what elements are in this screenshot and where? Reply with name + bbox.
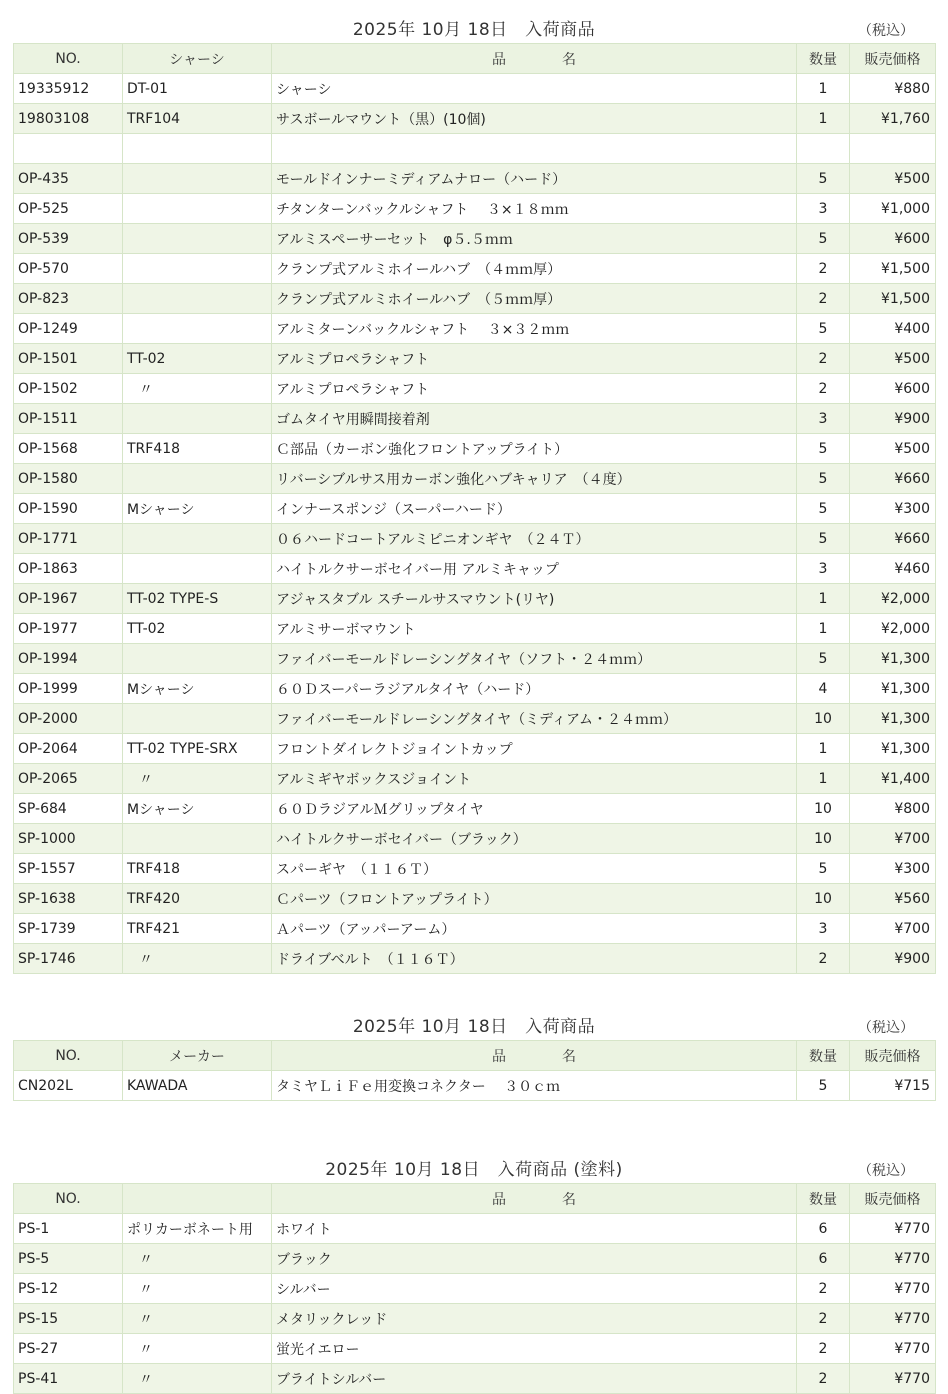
table-row bbox=[14, 194, 936, 224]
item-number-cell: CN202L bbox=[14, 1071, 123, 1101]
quantity-cell: 1 bbox=[797, 764, 850, 794]
item-number-cell: OP-1771 bbox=[14, 524, 123, 554]
price-cell bbox=[850, 134, 936, 164]
column-header: 品 名 bbox=[272, 1184, 797, 1214]
chassis-cell bbox=[123, 644, 272, 674]
quantity-cell: 5 bbox=[797, 464, 850, 494]
product-name-cell: ハイトルクサーボセイバー用 アルミキャップ bbox=[272, 554, 797, 584]
quantity-cell: 2 bbox=[797, 1364, 850, 1394]
column-header: NO. bbox=[14, 1184, 123, 1214]
item-number-cell: OP-1249 bbox=[14, 314, 123, 344]
price-cell: ¥2,000 bbox=[850, 584, 936, 614]
quantity-cell: 2 bbox=[797, 344, 850, 374]
column-header: 販売価格 bbox=[850, 1184, 936, 1214]
product-name-cell: アルミギヤボックスジョイント bbox=[272, 764, 797, 794]
price-cell: ¥900 bbox=[850, 944, 936, 974]
item-number-cell: OP-1863 bbox=[14, 554, 123, 584]
item-number-cell: OP-570 bbox=[14, 254, 123, 284]
quantity-cell: 2 bbox=[797, 374, 850, 404]
table-row bbox=[14, 1071, 936, 1101]
quantity-cell: 5 bbox=[797, 314, 850, 344]
table-row bbox=[14, 914, 936, 944]
table-row bbox=[14, 644, 936, 674]
price-cell: ¥600 bbox=[850, 374, 936, 404]
item-number-cell: SP-684 bbox=[14, 794, 123, 824]
table-row bbox=[14, 314, 936, 344]
item-number-cell: OP-1511 bbox=[14, 404, 123, 434]
item-number-cell: SP-1638 bbox=[14, 884, 123, 914]
chassis-cell: TRF418 bbox=[123, 854, 272, 884]
table-row bbox=[14, 74, 936, 104]
item-number-cell: OP-1967 bbox=[14, 584, 123, 614]
price-cell: ¥715 bbox=[850, 1071, 936, 1101]
table-row bbox=[14, 134, 936, 164]
table-row bbox=[14, 374, 936, 404]
chassis-cell bbox=[123, 554, 272, 584]
product-name-cell: タミヤＬｉＦｅ用変換コネクター ３０ｃｍ bbox=[272, 1071, 797, 1101]
product-name-cell: ブライトシルバー bbox=[272, 1364, 797, 1394]
chassis-cell bbox=[123, 164, 272, 194]
price-cell: ¥770 bbox=[850, 1214, 936, 1244]
column-header: 数量 bbox=[797, 1184, 850, 1214]
table-row bbox=[14, 284, 936, 314]
price-cell: ¥700 bbox=[850, 914, 936, 944]
item-number-cell: PS-1 bbox=[14, 1214, 123, 1244]
price-cell: ¥800 bbox=[850, 794, 936, 824]
quantity-cell: 1 bbox=[797, 614, 850, 644]
price-cell: ¥1,400 bbox=[850, 764, 936, 794]
table-row bbox=[14, 1274, 936, 1304]
chassis-cell bbox=[123, 314, 272, 344]
item-number-cell: OP-1999 bbox=[14, 674, 123, 704]
section-title: 2025年 10月 18日 入荷商品 (塗料) bbox=[325, 1160, 623, 1180]
column-header: 数量 bbox=[797, 44, 850, 74]
quantity-cell: 3 bbox=[797, 554, 850, 584]
price-cell: ¥500 bbox=[850, 434, 936, 464]
price-cell: ¥1,760 bbox=[850, 104, 936, 134]
price-cell: ¥300 bbox=[850, 494, 936, 524]
product-name-cell: サスボールマウント（黒）(10個) bbox=[272, 104, 797, 134]
price-cell: ¥770 bbox=[850, 1244, 936, 1274]
item-number-cell: PS-15 bbox=[14, 1304, 123, 1334]
quantity-cell: 10 bbox=[797, 884, 850, 914]
product-name-cell: アルミターンバックルシャフト ３×３２ｍｍ bbox=[272, 314, 797, 344]
chassis-cell bbox=[123, 704, 272, 734]
chassis-cell bbox=[123, 194, 272, 224]
quantity-cell: 1 bbox=[797, 584, 850, 614]
item-number-cell: OP-525 bbox=[14, 194, 123, 224]
table-row bbox=[14, 614, 936, 644]
quantity-cell: 5 bbox=[797, 494, 850, 524]
price-cell: ¥1,300 bbox=[850, 674, 936, 704]
section-title: 2025年 10月 18日 入荷商品 bbox=[352, 1017, 596, 1037]
quantity-cell: 6 bbox=[797, 1214, 850, 1244]
chassis-cell: 〃 bbox=[123, 1244, 272, 1274]
tax-note: （税込） bbox=[858, 1020, 914, 1036]
table-row bbox=[14, 764, 936, 794]
section-spacer bbox=[0, 1101, 948, 1140]
product-name-cell: ホワイト bbox=[272, 1214, 797, 1244]
item-number-cell: 19803108 bbox=[14, 104, 123, 134]
price-cell: ¥500 bbox=[850, 164, 936, 194]
product-name-cell: Ｃパーツ（フロントアップライト） bbox=[272, 884, 797, 914]
chassis-cell: TT-02 bbox=[123, 344, 272, 374]
product-name-cell: ブラック bbox=[272, 1244, 797, 1274]
quantity-cell: 5 bbox=[797, 854, 850, 884]
product-name-cell: Ａパーツ（アッパーアーム） bbox=[272, 914, 797, 944]
item-number-cell: PS-12 bbox=[14, 1274, 123, 1304]
section-header bbox=[0, 997, 948, 1040]
product-name-cell: インナースポンジ（スーパーハード） bbox=[272, 494, 797, 524]
item-number-cell: SP-1739 bbox=[14, 914, 123, 944]
chassis-cell: KAWADA bbox=[123, 1071, 272, 1101]
table-row bbox=[14, 794, 936, 824]
product-name-cell: シルバー bbox=[272, 1274, 797, 1304]
column-header: NO. bbox=[14, 1041, 123, 1071]
chassis-cell: Mシャーシ bbox=[123, 494, 272, 524]
product-table bbox=[13, 43, 936, 974]
stock-section bbox=[0, 1140, 948, 1394]
tax-note: （税込） bbox=[858, 23, 914, 39]
product-table bbox=[13, 1183, 936, 1394]
chassis-cell: TT-02 TYPE-SRX bbox=[123, 734, 272, 764]
product-name-cell: アルミスペーサーセット φ５.５ｍｍ bbox=[272, 224, 797, 254]
chassis-cell bbox=[123, 824, 272, 854]
item-number-cell: PS-41 bbox=[14, 1364, 123, 1394]
item-number-cell: PS-5 bbox=[14, 1244, 123, 1274]
table-row bbox=[14, 674, 936, 704]
price-cell: ¥300 bbox=[850, 854, 936, 884]
quantity-cell: 5 bbox=[797, 1071, 850, 1101]
price-cell: ¥2,000 bbox=[850, 614, 936, 644]
item-number-cell: OP-1580 bbox=[14, 464, 123, 494]
item-number-cell: 19335912 bbox=[14, 74, 123, 104]
table-row bbox=[14, 434, 936, 464]
table-row bbox=[14, 1334, 936, 1364]
product-name-cell: フロントダイレクトジョイントカップ bbox=[272, 734, 797, 764]
product-name-cell: ６０Ｄスーパーラジアルタイヤ（ハード） bbox=[272, 674, 797, 704]
product-name-cell: ファイバーモールドレーシングタイヤ（ソフト・２４ｍｍ） bbox=[272, 644, 797, 674]
quantity-cell: 1 bbox=[797, 74, 850, 104]
item-number-cell: SP-1557 bbox=[14, 854, 123, 884]
table-row bbox=[14, 884, 936, 914]
table-row bbox=[14, 1304, 936, 1334]
price-cell: ¥500 bbox=[850, 344, 936, 374]
price-cell: ¥400 bbox=[850, 314, 936, 344]
product-name-cell: クランプ式アルミホイールハブ （４ｍｍ厚） bbox=[272, 254, 797, 284]
product-name-cell: アルミプロペラシャフト bbox=[272, 344, 797, 374]
quantity-cell: 1 bbox=[797, 104, 850, 134]
product-name-cell: ゴムタイヤ用瞬間接着剤 bbox=[272, 404, 797, 434]
chassis-cell: 〃 bbox=[123, 764, 272, 794]
item-number-cell: OP-1590 bbox=[14, 494, 123, 524]
product-name-cell: ハイトルクサーボセイバー（ブラック） bbox=[272, 824, 797, 854]
product-name-cell: ６０ＤラジアルＭグリップタイヤ bbox=[272, 794, 797, 824]
table-row bbox=[14, 164, 936, 194]
price-cell: ¥900 bbox=[850, 404, 936, 434]
column-header: 販売価格 bbox=[850, 44, 936, 74]
column-header: 販売価格 bbox=[850, 1041, 936, 1071]
item-number-cell: PS-27 bbox=[14, 1334, 123, 1364]
table-row bbox=[14, 584, 936, 614]
table-row bbox=[14, 734, 936, 764]
chassis-cell: 〃 bbox=[123, 1364, 272, 1394]
price-cell: ¥460 bbox=[850, 554, 936, 584]
price-cell: ¥560 bbox=[850, 884, 936, 914]
chassis-cell: TRF420 bbox=[123, 884, 272, 914]
section-header bbox=[0, 0, 948, 43]
table-header-row bbox=[14, 1041, 936, 1071]
table-row bbox=[14, 224, 936, 254]
table-row bbox=[14, 494, 936, 524]
table-row bbox=[14, 524, 936, 554]
table-row bbox=[14, 1214, 936, 1244]
item-number-cell bbox=[14, 134, 123, 164]
section-spacer bbox=[0, 974, 948, 997]
table-header-row bbox=[14, 1184, 936, 1214]
product-name-cell: スパーギヤ （１１６Ｔ） bbox=[272, 854, 797, 884]
quantity-cell: 10 bbox=[797, 794, 850, 824]
chassis-cell bbox=[123, 464, 272, 494]
product-name-cell: ファイバーモールドレーシングタイヤ（ミディアム・２４ｍｍ） bbox=[272, 704, 797, 734]
table-row bbox=[14, 944, 936, 974]
chassis-cell: Mシャーシ bbox=[123, 794, 272, 824]
table-row bbox=[14, 704, 936, 734]
price-cell: ¥1,300 bbox=[850, 704, 936, 734]
item-number-cell: OP-1501 bbox=[14, 344, 123, 374]
price-cell: ¥1,500 bbox=[850, 254, 936, 284]
quantity-cell bbox=[797, 134, 850, 164]
product-name-cell: チタンターンバックルシャフト ３×１８ｍｍ bbox=[272, 194, 797, 224]
price-cell: ¥880 bbox=[850, 74, 936, 104]
item-number-cell: OP-539 bbox=[14, 224, 123, 254]
chassis-cell: 〃 bbox=[123, 944, 272, 974]
price-cell: ¥700 bbox=[850, 824, 936, 854]
chassis-cell bbox=[123, 134, 272, 164]
product-name-cell: アジャスタブル スチールサスマウント(リヤ) bbox=[272, 584, 797, 614]
chassis-cell: 〃 bbox=[123, 1334, 272, 1364]
chassis-cell: TRF421 bbox=[123, 914, 272, 944]
chassis-cell: Mシャーシ bbox=[123, 674, 272, 704]
quantity-cell: 1 bbox=[797, 734, 850, 764]
price-cell: ¥1,500 bbox=[850, 284, 936, 314]
chassis-cell: 〃 bbox=[123, 1304, 272, 1334]
chassis-cell: 〃 bbox=[123, 1274, 272, 1304]
table-row bbox=[14, 854, 936, 884]
quantity-cell: 4 bbox=[797, 674, 850, 704]
chassis-cell: DT-01 bbox=[123, 74, 272, 104]
chassis-cell: 〃 bbox=[123, 374, 272, 404]
price-cell: ¥770 bbox=[850, 1364, 936, 1394]
item-number-cell: OP-1977 bbox=[14, 614, 123, 644]
quantity-cell: 3 bbox=[797, 404, 850, 434]
chassis-cell: TRF104 bbox=[123, 104, 272, 134]
quantity-cell: 5 bbox=[797, 164, 850, 194]
product-name-cell: リバーシブルサス用カーボン強化ハブキャリア （４度） bbox=[272, 464, 797, 494]
product-table bbox=[13, 1040, 936, 1101]
table-row bbox=[14, 554, 936, 584]
section-title: 2025年 10月 18日 入荷商品 bbox=[352, 20, 596, 40]
quantity-cell: 2 bbox=[797, 284, 850, 314]
item-number-cell: SP-1000 bbox=[14, 824, 123, 854]
price-cell: ¥770 bbox=[850, 1334, 936, 1364]
price-cell: ¥1,300 bbox=[850, 644, 936, 674]
quantity-cell: 5 bbox=[797, 524, 850, 554]
item-number-cell: SP-1746 bbox=[14, 944, 123, 974]
product-name-cell: クランプ式アルミホイールハブ （５ｍｍ厚） bbox=[272, 284, 797, 314]
column-header: シャーシ bbox=[123, 44, 272, 74]
quantity-cell: 6 bbox=[797, 1244, 850, 1274]
table-header-row bbox=[14, 44, 936, 74]
column-header: 品 名 bbox=[272, 1041, 797, 1071]
chassis-cell bbox=[123, 404, 272, 434]
chassis-cell bbox=[123, 254, 272, 284]
column-header: 数量 bbox=[797, 1041, 850, 1071]
table-row bbox=[14, 344, 936, 374]
tax-note: （税込） bbox=[858, 1163, 914, 1179]
product-name-cell: 蛍光イエロー bbox=[272, 1334, 797, 1364]
item-number-cell: OP-1502 bbox=[14, 374, 123, 404]
price-cell: ¥770 bbox=[850, 1304, 936, 1334]
quantity-cell: 5 bbox=[797, 434, 850, 464]
item-number-cell: OP-435 bbox=[14, 164, 123, 194]
column-header: NO. bbox=[14, 44, 123, 74]
item-number-cell: OP-2064 bbox=[14, 734, 123, 764]
chassis-cell: TT-02 TYPE-S bbox=[123, 584, 272, 614]
item-number-cell: OP-1568 bbox=[14, 434, 123, 464]
price-cell: ¥770 bbox=[850, 1274, 936, 1304]
chassis-cell: TRF418 bbox=[123, 434, 272, 464]
item-number-cell: OP-2000 bbox=[14, 704, 123, 734]
column-header: 品 名 bbox=[272, 44, 797, 74]
item-number-cell: OP-1994 bbox=[14, 644, 123, 674]
price-cell: ¥660 bbox=[850, 524, 936, 554]
product-name-cell: ０６ハードコートアルミピニオンギヤ （２４Ｔ） bbox=[272, 524, 797, 554]
table-row bbox=[14, 404, 936, 434]
chassis-cell bbox=[123, 524, 272, 554]
product-name-cell: ドライブベルト （１１６Ｔ） bbox=[272, 944, 797, 974]
price-cell: ¥660 bbox=[850, 464, 936, 494]
product-name-cell: アルミプロペラシャフト bbox=[272, 374, 797, 404]
quantity-cell: 5 bbox=[797, 644, 850, 674]
quantity-cell: 2 bbox=[797, 944, 850, 974]
quantity-cell: 2 bbox=[797, 254, 850, 284]
quantity-cell: 2 bbox=[797, 1334, 850, 1364]
product-name-cell bbox=[272, 134, 797, 164]
chassis-cell bbox=[123, 224, 272, 254]
table-row bbox=[14, 824, 936, 854]
quantity-cell: 3 bbox=[797, 914, 850, 944]
product-name-cell: メタリックレッド bbox=[272, 1304, 797, 1334]
product-name-cell: シャーシ bbox=[272, 74, 797, 104]
quantity-cell: 3 bbox=[797, 194, 850, 224]
stock-section bbox=[0, 997, 948, 1101]
product-name-cell: モールドインナーミディアムナロー（ハード） bbox=[272, 164, 797, 194]
quantity-cell: 10 bbox=[797, 704, 850, 734]
item-number-cell: OP-2065 bbox=[14, 764, 123, 794]
chassis-cell: TT-02 bbox=[123, 614, 272, 644]
quantity-cell: 2 bbox=[797, 1274, 850, 1304]
column-header bbox=[123, 1184, 272, 1214]
table-row bbox=[14, 464, 936, 494]
chassis-cell bbox=[123, 284, 272, 314]
price-cell: ¥600 bbox=[850, 224, 936, 254]
item-number-cell: OP-823 bbox=[14, 284, 123, 314]
price-cell: ¥1,300 bbox=[850, 734, 936, 764]
chassis-cell: ポリカーボネート用 bbox=[123, 1214, 272, 1244]
table-row bbox=[14, 1244, 936, 1274]
product-name-cell: アルミサーボマウント bbox=[272, 614, 797, 644]
quantity-cell: 5 bbox=[797, 224, 850, 254]
table-row bbox=[14, 254, 936, 284]
section-header bbox=[0, 1140, 948, 1183]
quantity-cell: 10 bbox=[797, 824, 850, 854]
table-row bbox=[14, 104, 936, 134]
product-name-cell: Ｃ部品（カーボン強化フロントアップライト） bbox=[272, 434, 797, 464]
price-cell: ¥1,000 bbox=[850, 194, 936, 224]
quantity-cell: 2 bbox=[797, 1304, 850, 1334]
column-header: メーカー bbox=[123, 1041, 272, 1071]
